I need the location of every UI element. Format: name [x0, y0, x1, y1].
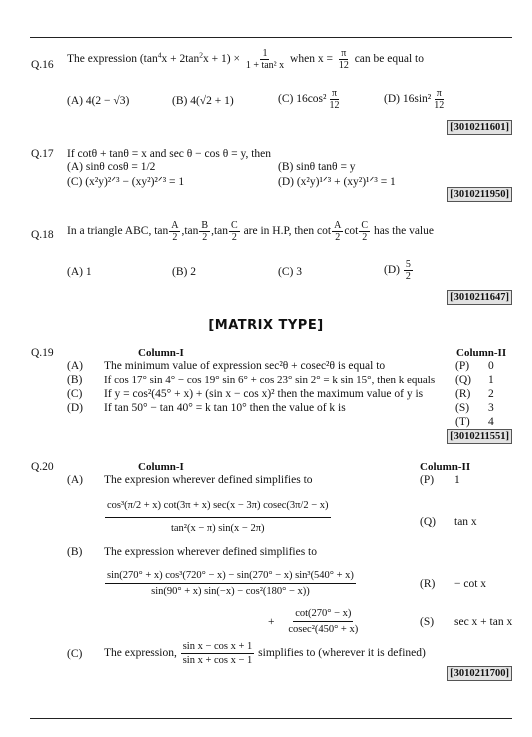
- option-a: (A) 4(2 − √3): [67, 95, 130, 107]
- row-value: 0: [488, 360, 494, 372]
- row-key: (P): [455, 360, 470, 372]
- answer-key: (P): [420, 474, 435, 486]
- question-code: [3010211601]: [447, 120, 512, 135]
- row-label: (C): [67, 388, 83, 400]
- row-label: (B): [67, 374, 83, 386]
- item-text: The expresion wherever defined simplifies to: [104, 474, 313, 486]
- question-text: If cotθ + tanθ = x and sec θ − cos θ = y, then: [67, 148, 272, 160]
- option-b: (B) 2: [172, 266, 196, 278]
- row-key: (R): [455, 388, 471, 400]
- option-c: (C) 3: [278, 266, 302, 278]
- bottom-rule: [30, 718, 512, 719]
- column-2-header: Column-II: [456, 347, 507, 359]
- column-1-header: Column-I: [138, 461, 184, 473]
- answer-value: tan x: [454, 516, 477, 528]
- option-a: (A) sinθ cosθ = 1/2: [67, 161, 156, 173]
- question-number: Q.17: [31, 148, 54, 160]
- option-d: (D) 16sin² $\frac{\pi}{12}$: [384, 88, 445, 111]
- answer-key: (R): [420, 578, 436, 590]
- row-value: 4: [488, 416, 494, 428]
- option-b: (B) sinθ tanθ = y: [278, 161, 356, 173]
- item-label: (B): [67, 546, 83, 558]
- item-text: The expression wherever defined simplifies to: [104, 546, 318, 558]
- answer-value: − cot x: [454, 578, 487, 590]
- item-label: (A): [67, 474, 83, 486]
- top-rule: [30, 37, 512, 38]
- answer-key: (S): [420, 616, 435, 628]
- row-value: 3: [488, 402, 494, 414]
- option-c: (C) 16cos² $\frac{\pi}{12}$: [278, 88, 340, 111]
- section-heading: [MATRIX TYPE]: [208, 318, 324, 333]
- option-a: (A) 1: [67, 266, 92, 278]
- question-code: [3010211551]: [447, 429, 512, 444]
- row-label: (D): [67, 402, 83, 414]
- item-text: The expression, $\frac{\text{sin x − cos x + 1}}{\text{sin x + cos x − 1}}$ simplifies to (wherever it is defined): [104, 641, 426, 666]
- option-b: (B) 4(√2 + 1): [172, 95, 234, 107]
- column-2-header: Column-II: [420, 461, 471, 473]
- expression-fraction: $\frac{\text{sin(270° + x) cos³(720° − x) − sin(270° − x) sin³(540° + x)}}{\text{sin(90° + x) sin(−x) − cos²(180° − x))}}$: [107, 570, 354, 597]
- answer-value: sec x + tan x: [454, 616, 513, 628]
- option-d: (D) (x²y)¹ᐟ³ + (xy²)¹ᐟ³ = 1: [278, 176, 396, 188]
- question-number: Q.18: [31, 229, 54, 241]
- question-number: Q.19: [31, 347, 54, 359]
- item-label: (C): [67, 648, 83, 660]
- question-number: Q.20: [31, 461, 54, 473]
- expression-fraction: + $\frac{\cot(270^\circ - x)}{\text{cosec²(450° + x)}}$: [268, 608, 359, 635]
- row-label: (A): [67, 360, 83, 372]
- row-text: If cos 17° sin 4° − cos 19° sin 6° + cos 23° sin 2° = k sin 15°, then k equals: [104, 374, 436, 386]
- question-text: In a triangle ABC, tan $\frac{A}{2}$ ,tan $\frac{B}{2}$ ,tan $\frac{C}{2}$ are in H.P, then cot $\frac{A}{2}$ cot $\frac{C}{2}$ has the value: [67, 220, 434, 243]
- row-text: If y = cos²(45° + x) + (sin x − cos x)² then the maximum value of y is: [104, 388, 424, 400]
- row-key: (T): [455, 416, 470, 428]
- answer-value: 1: [454, 474, 460, 486]
- question-number: Q.16: [31, 59, 54, 71]
- row-value: 1: [488, 374, 494, 386]
- answer-key: (Q): [420, 516, 436, 528]
- option-c: (C) (x²y)²ᐟ³ − (xy²)²ᐟ³ = 1: [67, 176, 185, 188]
- row-key: (Q): [455, 374, 471, 386]
- row-text: If tan 50° − tan 40° = k tan 10° then the value of k is: [104, 402, 346, 414]
- question-code: [3010211700]: [447, 666, 512, 681]
- question-code: [3010211950]: [447, 187, 512, 202]
- row-key: (S): [455, 402, 470, 414]
- option-d: (D) $\frac{5}{2}$: [384, 259, 411, 282]
- column-1-header: Column-I: [138, 347, 184, 359]
- question-text: The expression $(\tan^4x + 2\tan^2x + 1)$ × $\frac{1}{\text{1 + tan² x}}$ when x = $\frac{\pi}{12}$ can be equal to: [67, 48, 424, 71]
- question-code: [3010211647]: [447, 290, 512, 305]
- row-text: The minimum value of expression sec²θ + cosec²θ is equal to: [104, 360, 386, 372]
- expression-fraction: $\frac{\text{cos³(π/2 + x) cot(3π + x) sec(x − 3π) cosec(3π/2 − x)}}{\text{tan²(x − π) sin(x − 2π)}}$: [104, 495, 332, 540]
- row-value: 2: [488, 388, 494, 400]
